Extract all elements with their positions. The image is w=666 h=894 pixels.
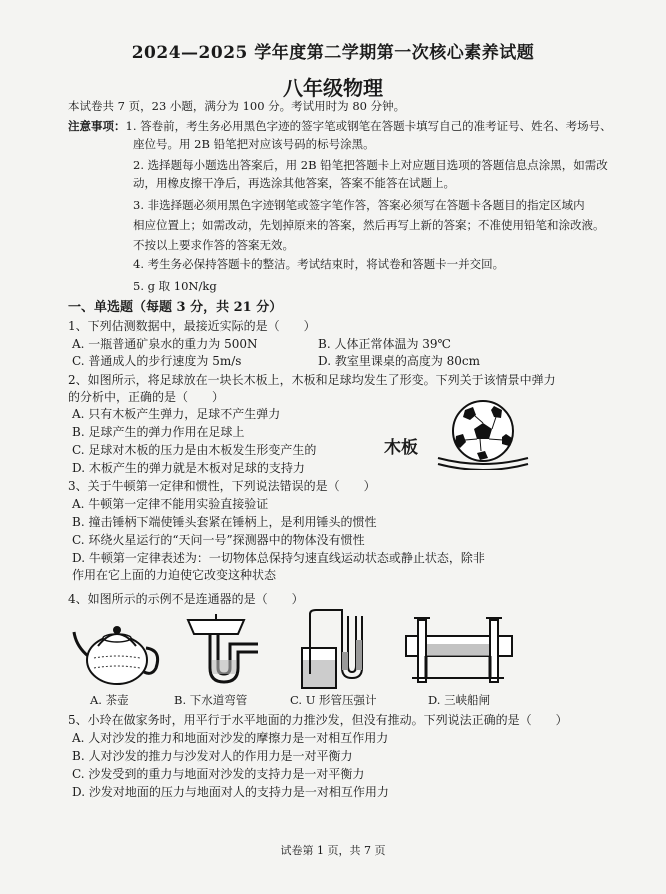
q3-option-d-line-1: D. 牛顿第一定律表述为：一切物体总保持匀速直线运动状态或静止状态，除非 bbox=[72, 551, 485, 565]
q1-stem: 1、下列估测数据中，最接近实际的是（ ） bbox=[68, 319, 316, 333]
page-footer: 试卷第 1 页，共 7 页 bbox=[280, 844, 386, 857]
drain-trap-icon bbox=[184, 612, 264, 688]
q3-option-b: B. 撞击锤柄下端使锤头套紧在锤柄上，是利用锤头的惯性 bbox=[72, 515, 377, 529]
q2-option-c: C. 足球对木板的压力是由木板发生形变产生的 bbox=[72, 443, 317, 457]
note-1b: 座位号。用 2B 铅笔把对应该号码的标号涂黑。 bbox=[133, 137, 375, 151]
note-2a: 2. 选择题每小题选出答案后，用 2B 铅笔把答题卡上对应题目选项的答题信息点涂黑，如需改 bbox=[133, 158, 608, 172]
q5-option-d: D. 沙发对地面的压力与地面对人的支持力是一对相互作用力 bbox=[72, 785, 389, 799]
q3-option-c: C. 环绕火星运行的“天问一号”探测器中的物体没有惯性 bbox=[72, 533, 365, 547]
note-1a: 1. 答卷前，考生务必用黑色字迹的签字笔或钢笔在答题卡填写自己的准考证号、姓名、考场号、 bbox=[125, 119, 612, 133]
subject-title: 八年级物理 bbox=[283, 76, 383, 100]
exam-intro: 本试卷共 7 页，23 小题，满分为 100 分。考试用时为 80 分钟。 bbox=[68, 99, 406, 113]
q3-option-a: A. 牛顿第一定律不能用实验直接验证 bbox=[72, 497, 269, 511]
q1-option-c: C. 普通成人的步行速度为 5m/s bbox=[72, 354, 242, 368]
q4-caption-d: D. 三峡船闸 bbox=[428, 693, 491, 707]
football-on-board-figure bbox=[380, 398, 530, 470]
football-icon bbox=[453, 401, 513, 461]
q5-option-c: C. 沙发受到的重力与地面对沙发的支持力是一对平衡力 bbox=[72, 767, 365, 781]
q4-caption-c: C. U 形管压强计 bbox=[290, 693, 377, 707]
u-tube-manometer-icon bbox=[300, 608, 370, 690]
q4-caption-b: B. 下水道弯管 bbox=[174, 693, 248, 707]
note-3c: 不按以上要求作答的答案无效。 bbox=[133, 238, 294, 252]
q2-option-d: D. 木板产生的弹力就是木板对足球的支持力 bbox=[72, 461, 305, 475]
q2-option-a: A. 只有木板产生弹力，足球不产生弹力 bbox=[72, 407, 281, 421]
exam-title: 2024—2025 学年度第二学期第一次核心素养试题 bbox=[131, 43, 535, 63]
q1-option-a: A. 一瓶普通矿泉水的重力为 500N bbox=[72, 337, 258, 351]
section-heading: 一、单选题（每题 3 分，共 21 分） bbox=[68, 300, 283, 315]
q4-caption-a: A. 茶壶 bbox=[90, 693, 129, 707]
q1-option-b: B. 人体正常体温为 39℃ bbox=[318, 337, 451, 351]
notes-label: 注意事项： bbox=[68, 119, 126, 133]
notes-line-1 bbox=[68, 118, 612, 134]
q2-stem-2: 的分析中，正确的是（ ） bbox=[68, 390, 225, 404]
q4-stem: 4、如图所示的示例不是连通器的是（ ） bbox=[68, 592, 304, 606]
board-label: 木板 bbox=[384, 438, 418, 458]
q2-stem-1: 2、如图所示，将足球放在一块长木板上，木板和足球均发生了形变。下列关于该情景中弹力 bbox=[68, 373, 556, 387]
q5-option-a: A. 人对沙发的推力和地面对沙发的摩擦力是一对相互作用力 bbox=[72, 731, 389, 745]
note-2b: 动，用橡皮擦干净后，再选涂其他答案，答案不能答在试题上。 bbox=[133, 176, 455, 190]
note-3a: 3. 非选择题必须用黑色字迹钢笔或签字笔作答，答案必须写在答题卡各题目的指定区域内 bbox=[133, 198, 585, 212]
ship-lock-icon bbox=[404, 614, 514, 688]
q3-stem: 3、关于牛顿第一定律和惯性，下列说法错误的是（ ） bbox=[68, 479, 376, 493]
teapot-icon bbox=[72, 610, 162, 688]
q5-option-b: B. 人对沙发的推力与沙发对人的作用力是一对平衡力 bbox=[72, 749, 353, 763]
note-4: 4. 考生务必保持答题卡的整洁。考试结束时，将试卷和答题卡一并交回。 bbox=[133, 257, 505, 271]
q2-option-b: B. 足球产生的弹力作用在足球上 bbox=[72, 425, 245, 439]
q5-stem: 5、小玲在做家务时，用平行于水平地面的力推沙发，但没有推动。下列说法正确的是（ ） bbox=[68, 713, 568, 727]
q3-option-d-line-2: 作用在它上面的力迫使它改变这种状态 bbox=[72, 568, 277, 582]
note-5: 5. g 取 10N/kg bbox=[133, 279, 217, 293]
q1-option-d: D. 教室里课桌的高度为 80cm bbox=[318, 354, 481, 368]
note-3b: 相应位置上；如需改动，先划掉原来的答案，然后再写上新的答案；不准使用铅笔和涂改液。 bbox=[133, 218, 605, 232]
